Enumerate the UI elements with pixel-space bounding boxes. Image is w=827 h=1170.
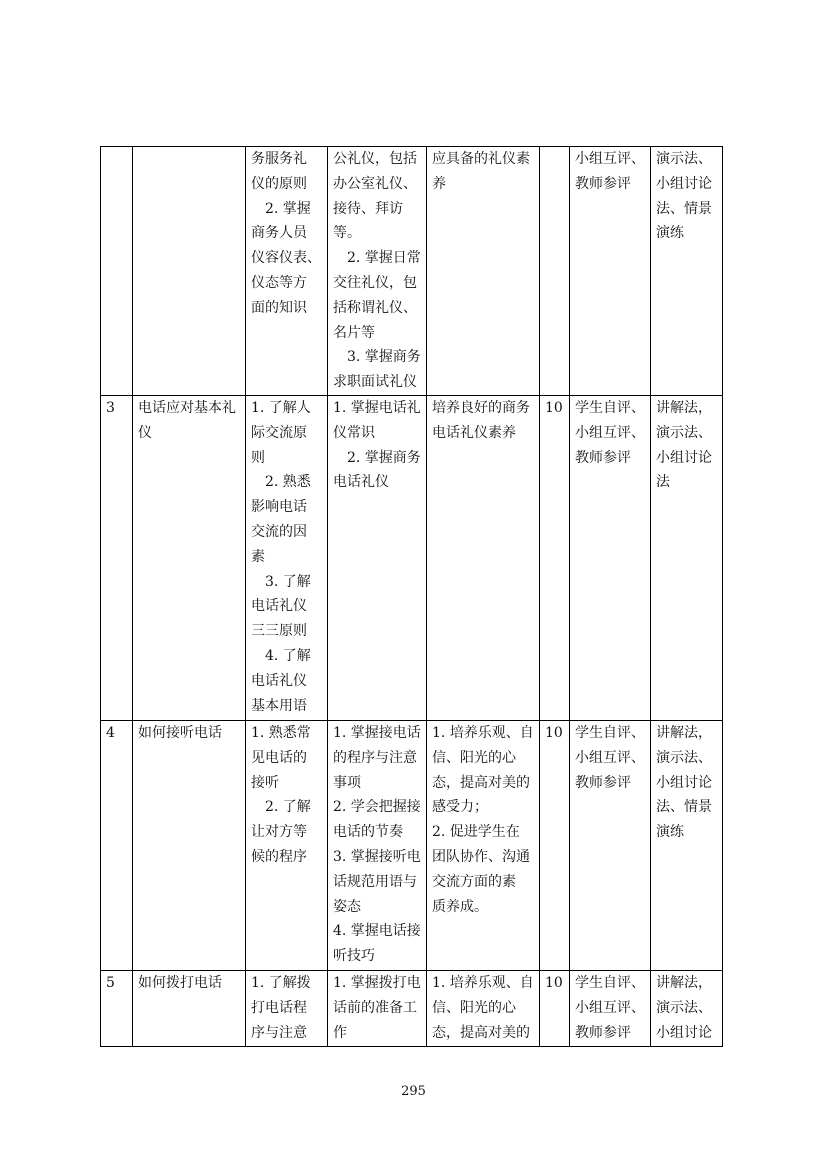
unit-name: 电话应对基本礼仪 [133,395,246,720]
method-cell: 讲解法，演示法、小组讨论 [651,970,723,1046]
quality-cell: 1. 培养乐观、自 信、阳光的心 态，提高对美的 感受力； 2. 促进学生在 团队协作、沟通 交流方面的素 质养成。 [427,720,540,970]
table-row [101,720,723,970]
table-row [101,395,723,720]
method-cell: 讲解法，演示法、小组讨论法、情景演练 [651,720,723,970]
evaluation-cell: 小组互评、教师参评 [570,147,651,396]
table-row [101,147,723,396]
skills-cell: 1. 掌握电话礼 仪常识 2. 掌握商务 电话礼仪 [328,395,427,720]
hours-cell [540,147,570,396]
quality-cell: 应具备的礼仪素养 [427,147,540,396]
quality-cell: 培养良好的商务电话礼仪素养 [427,395,540,720]
knowledge-cell: 务服务礼 仪的原则 2. 掌握 商务人员 仪容仪表、 仪态等方 面的知识 [246,147,328,396]
hours-cell: 10 [540,970,570,1046]
hours-cell: 10 [540,395,570,720]
row-number: 3 [101,395,133,720]
page-number: 295 [401,1084,426,1099]
evaluation-cell: 学生自评、小组互评、教师参评 [570,970,651,1046]
skills-cell: 1. 掌握拨打电 话前的准备工 作 [328,970,427,1046]
method-cell: 演示法、小组讨论法、情景演练 [651,147,723,396]
unit-name [133,147,246,396]
knowledge-cell: 1. 熟悉常 见电话的 接听 2. 了解 让对方等 候的程序 [246,720,328,970]
unit-name: 如何拨打电话 [133,970,246,1046]
knowledge-cell: 1. 了解人 际交流原 则 2. 熟悉 影响电话 交流的因 素 3. 了解 电话礼仪 三三原则 4. 了解 电话礼仪 基本用语 [246,395,328,720]
evaluation-cell: 学生自评、小组互评、教师参评 [570,395,651,720]
row-number: 5 [101,970,133,1046]
row-number: 4 [101,720,133,970]
quality-cell: 1. 培养乐观、自 信、阳光的心 态，提高对美的 [427,970,540,1046]
skills-cell: 公礼仪，包括 办公室礼仪、 接待、拜访等。 2. 掌握日常 交往礼仪，包 括称谓礼仪、 名片等 3. 掌握商务 求职面试礼仪 [328,147,427,396]
row-number [101,147,133,396]
course-table [100,146,723,1047]
hours-cell: 10 [540,720,570,970]
unit-name: 如何接听电话 [133,720,246,970]
knowledge-cell: 1. 了解拨 打电话程 序与注意 [246,970,328,1046]
skills-cell: 1. 掌握接电话 的程序与注意 事项 2. 学会把握接 电话的节奏 3. 掌握接听电 话规范用语与 姿态 4. 掌握电话接 听技巧 [328,720,427,970]
method-cell: 讲解法，演示法、小组讨论法 [651,395,723,720]
table-row [101,970,723,1046]
evaluation-cell: 学生自评、小组互评、教师参评 [570,720,651,970]
